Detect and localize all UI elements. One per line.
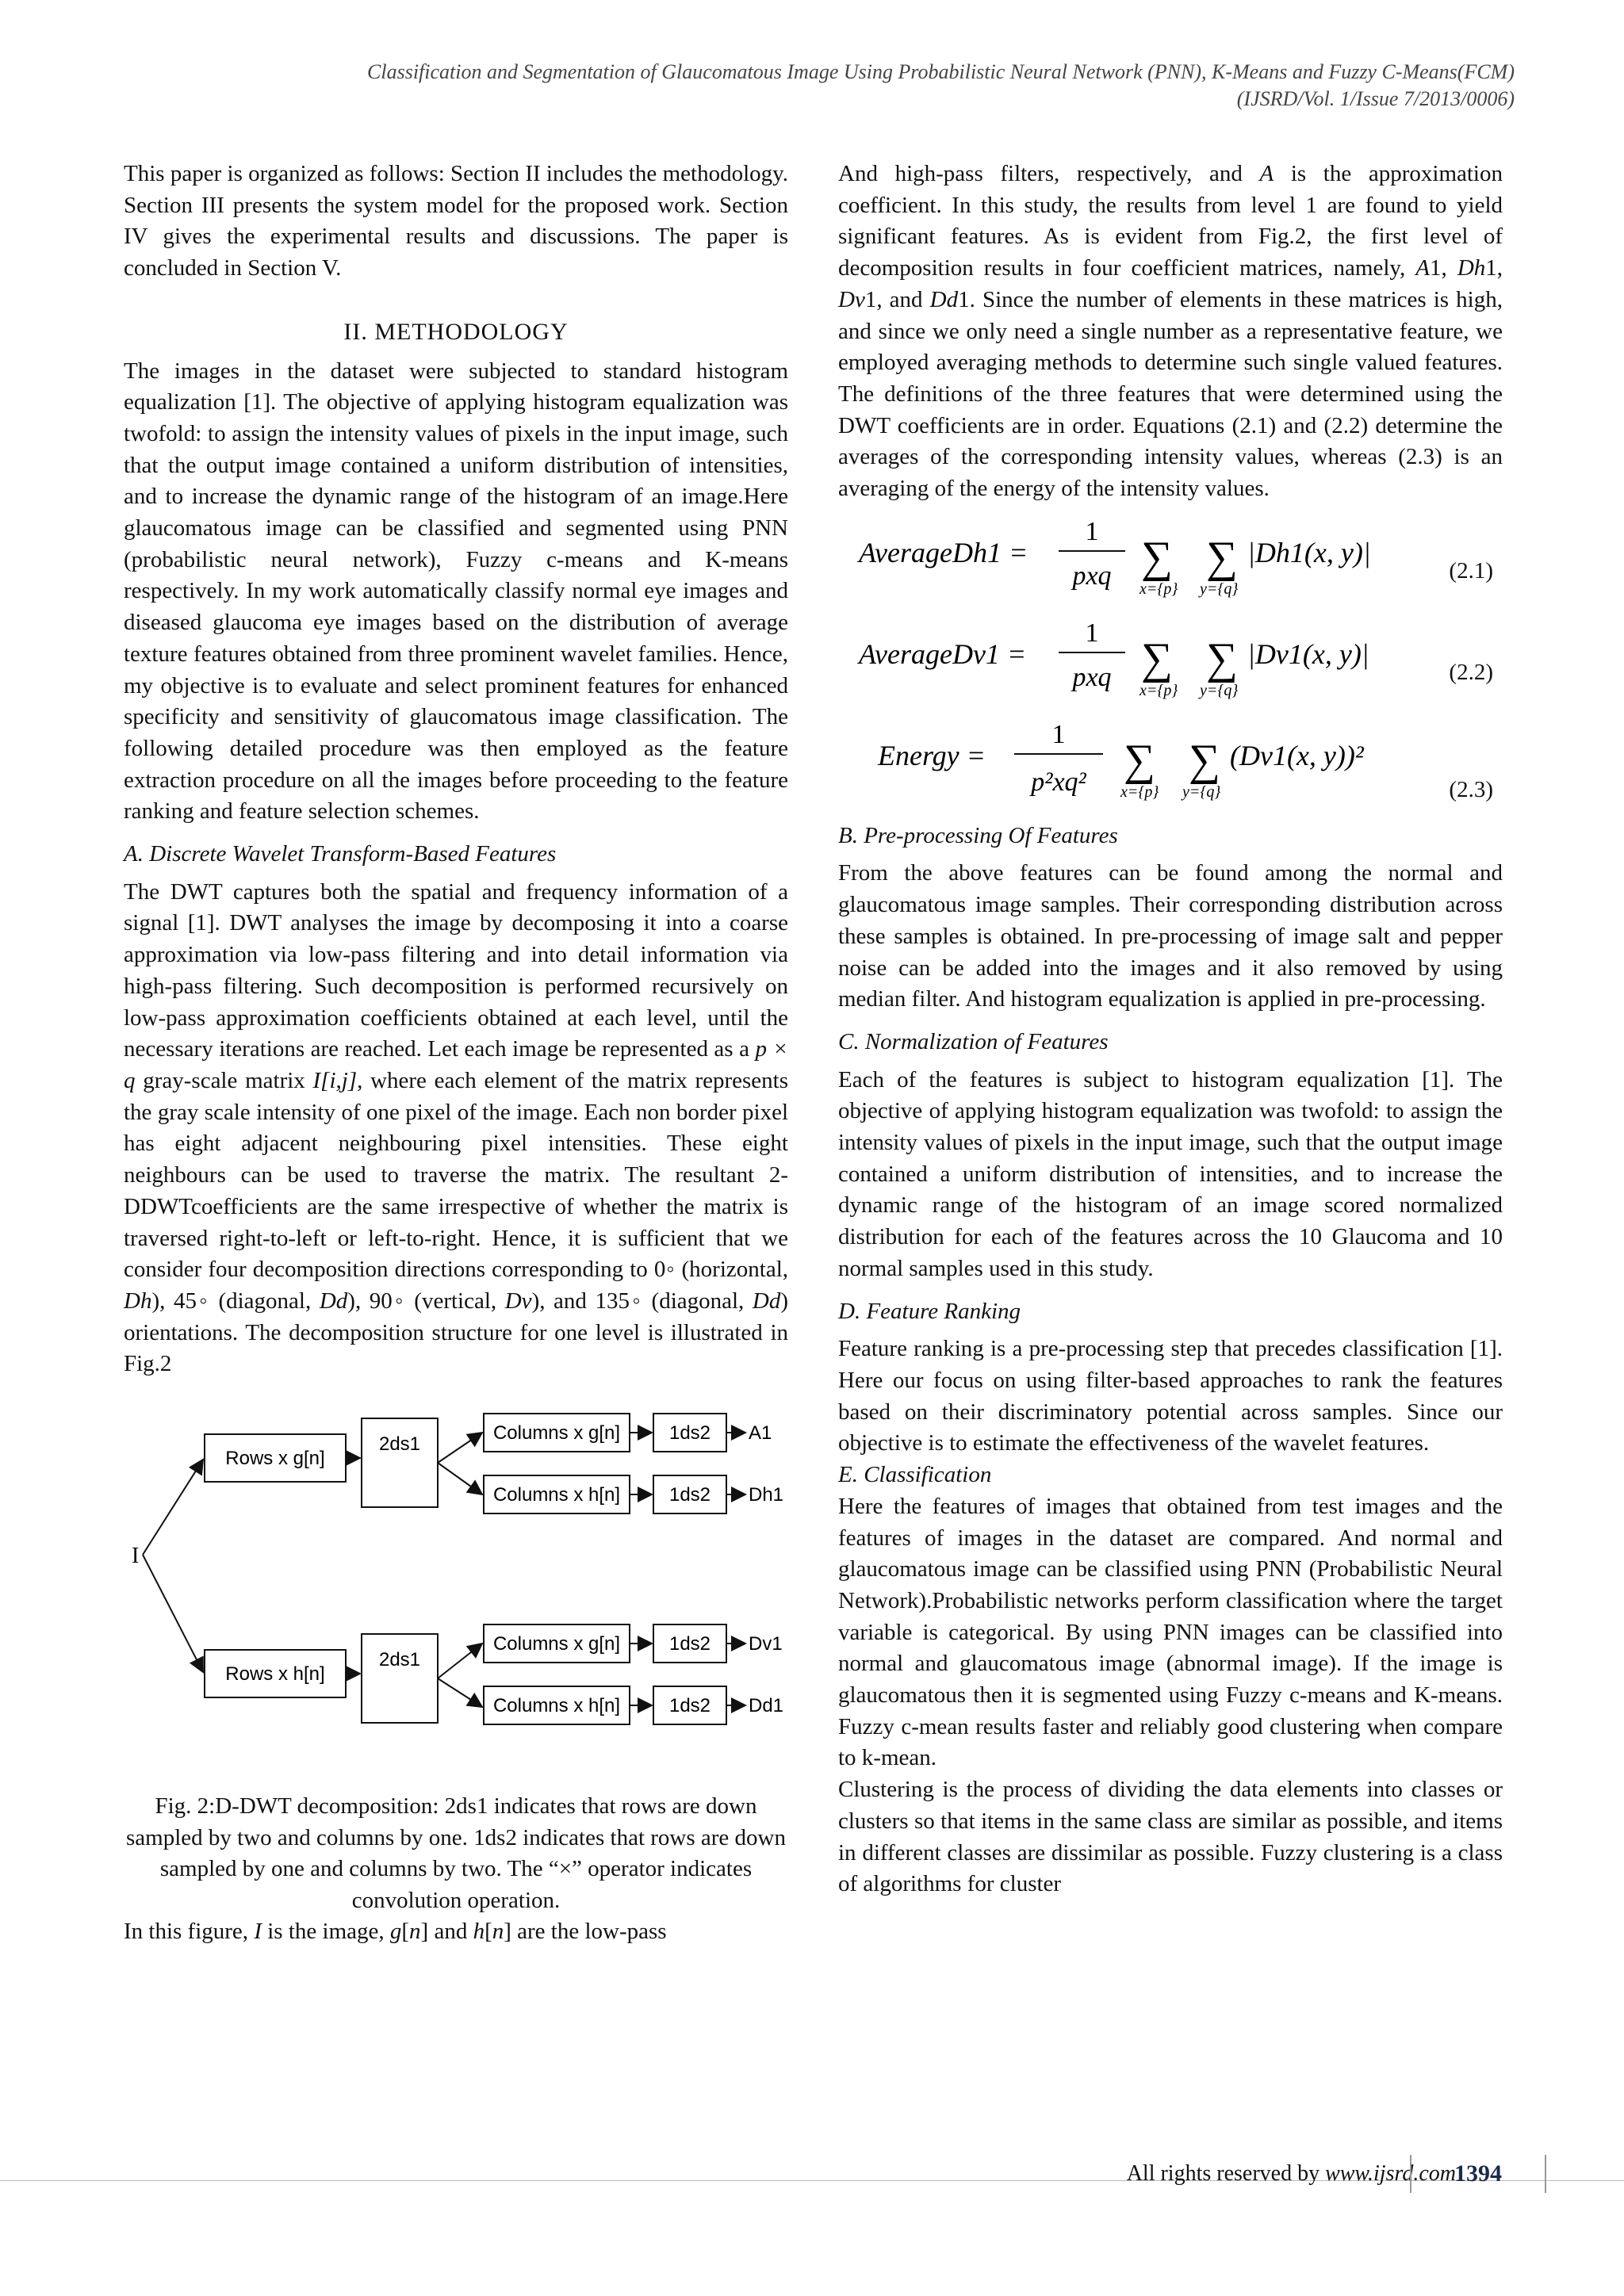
subsection-b-paragraph: From the above features can be found among the normal and glaucomatous image samples. Their corresponding distribution across these samples is obtained. In pre-processing of image salt and pepper noise can be added into the images and it also removed by using median filter. And histogram equalization is applied in pre-processing.: [838, 860, 1503, 1012]
math-run: h: [473, 1919, 485, 1945]
left-column: [124, 159, 788, 1948]
ds2-label-2: 1ds2: [668, 1484, 711, 1506]
footer-rights-text: All rights reserved by: [1126, 2161, 1326, 2186]
eq1-body: |Dh1(x, y)|: [1247, 536, 1371, 568]
section-methodology-title: II. METHODOLOGY: [343, 318, 569, 345]
subsection-e-paragraph: Here the features of images that obtained from test images and the features of images in the dataset are compared. And normal and glaucomatous image can be classified using PNN (Probabilistic Neural Network).Probabilistic networks perform classification where the target variable is categorical. By using PNN images can be classified into normal and glaucomatous image (abnormal image). If the image is glaucomatous then it is segmented using Fuzzy c-means and K-means. Fuzzy c-mean results faster and reliably good clustering when compare to k-mean.: [838, 1493, 1503, 1771]
math-run: n: [409, 1919, 421, 1945]
equation-2-3-svg: [838, 708, 1409, 809]
footer-rights: [1127, 2161, 1456, 2187]
eq2-label: (2.2): [1449, 659, 1493, 685]
col-label-3: Columns x g[n]: [492, 1633, 621, 1655]
math-run: Dv: [504, 1288, 532, 1314]
sum-symbol: ∑: [1206, 633, 1238, 683]
output-a1: A1: [749, 1422, 772, 1445]
eq1-lhs: AverageDh1 =: [859, 536, 1028, 568]
text-run: 1. Since the number of elements in these matrices is high, and since we only need a single number as a representative feature, we employed averaging methods to determine such single valued features. The definitions of the three features that were determined using the DWT coefficients are in order. Equations (2.1) and (2.2) determine the averages of the corresponding intensity values, whereas (2.3) is an averaging of the energy of the intensity values.: [838, 286, 1503, 502]
text-run: ), 45◦ (diagonal,: [151, 1288, 320, 1314]
subsection-a-title: A. Discrete Wavelet Transform-Based Features: [124, 841, 557, 867]
col-label-4: Columns x h[n]: [492, 1695, 621, 1717]
rows-g-label: Rows x g[n]: [225, 1448, 325, 1470]
text-run: ), 90◦ (vertical,: [347, 1288, 505, 1314]
math-run: Dd: [319, 1288, 348, 1314]
text-run: The DWT captures both the spatial and frequency information of a signal [1]. DWT analyses the image by decomposing it into a coarse approximation via low-pass filtering and into detail information via high-pass filtering. Such decomposition is performed recursively on low-pass approximation coefficients obtained at each level, until the necessary iterations are reached. Let each image be represented as a: [124, 878, 788, 1062]
math-run: Dv: [838, 286, 865, 312]
dwt-diagram: [124, 1412, 788, 1785]
equation-2-2-svg: [838, 607, 1409, 708]
text-run: 1,: [1485, 255, 1503, 281]
text-run: [: [401, 1919, 410, 1945]
header-title: Classification and Segmentation of Glaucomatous Image Using Probabilistic Neural Network (PNN), K-Means and Fuzzy C-Means(FCM): [367, 60, 1515, 83]
methodology-paragraph: The images in the dataset were subjected to standard histogram equalization [1]. The objective of applying histogram equalization was twofold: to assign the intensity values of pixels in the input image, such that the output image contained a uniform distribution of intensities, and to increase the dynamic range of the histogram of an image.Here glaucomatous image can be classified and segmented using PNN (probabilistic neural network), Fuzzy c-means and K-means respectively. In my work automatically classify normal eye images and diseased glaucoma eye images based on the distribution of average texture features obtained from three prominent wavelet families. Hence, my objective is to evaluate and select prominent features for enhanced specificity and sensitivity of glaucomatous image classification. The following detailed procedure was then employed as the feature extraction procedure on all the images before proceeding to the feature ranking and feature selection schemes.: [124, 358, 788, 825]
dwt-decomposition-figure: [124, 1412, 788, 1785]
math-run: I: [254, 1919, 262, 1945]
running-header: [119, 59, 1515, 113]
eq3-sum1: x={p}: [1120, 783, 1159, 801]
text-run: In this figure,: [124, 1919, 255, 1945]
text-run: ] are the low-pass: [504, 1919, 667, 1945]
clustering-paragraph: Clustering is the process of dividing the data elements into classes or clusters so that items in the same class are similar as possible, and items in different classes are dissimilar as possible. Fuzzy clustering is a class of algorithms for cluster: [838, 1777, 1503, 1897]
math-run: Dh: [1457, 255, 1486, 281]
eq2-sum2: y={q}: [1200, 681, 1239, 699]
math-run: Dh: [124, 1288, 152, 1314]
text-run: , where each element of the matrix represents the gray scale intensity of one pixel of the image. Each non border pixel has eight adjacent neighbouring pixel intensities. These eight neighbours can be used to traverse the matrix. The resultant 2-DDWTcoefficients are the same irrespective of whether the matrix is traversed right-to-left or left-to-right. Hence, it is sufficient that we consider four decomposition directions corresponding to 0◦ (horizontal,: [124, 1067, 789, 1283]
eq2-lhs: AverageDv1 =: [859, 637, 1027, 670]
text-run: is the image,: [261, 1919, 390, 1945]
eq1-num: 1: [1085, 516, 1099, 546]
ds1-top-box: [362, 1418, 438, 1507]
eq3-lhs: Energy =: [878, 739, 986, 771]
subsection-c-paragraph: Each of the features is subject to histogram equalization [1]. The objective of applying histogram equalization was twofold: to assign the intensity values of pixels in the input image, such that the output image contained a uniform distribution of intensities, and to increase the dynamic range of the histogram of an image scored normalized distribution for each of the features across the 10 Glaucoma and 10 normal samples used in this study.: [838, 1066, 1503, 1281]
math-run: Dd: [929, 286, 959, 312]
text-run: is the approximation coefficient. In this study, the results from level 1 are found to yield significant features. As is evident from Fig.2, the first level of decomposition results in four coefficient matrices, namely,: [838, 161, 1503, 281]
math-run: Dd: [752, 1288, 781, 1314]
text-run: 1,: [1430, 255, 1457, 281]
col-label-1: Columns x g[n]: [492, 1422, 621, 1445]
output-dh1: Dh1: [749, 1484, 784, 1506]
input-label: I: [132, 1544, 140, 1569]
intro-paragraph: This paper is organized as follows: Section II includes the methodology. Section III presents the system model for the proposed work. Section IV gives the experimental results and discussions. The paper is concluded in Section V.: [124, 161, 788, 281]
subsection-d-paragraph: Feature ranking is a pre-processing step that precedes classification [1]. Here our focus on using filter-based approaches to rank the features based on their discriminatory potential across samples. Since our objective is to estimate the effectiveness of the wavelet features.: [838, 1336, 1503, 1456]
eq1-sum1: x={p}: [1139, 580, 1178, 598]
math-run: A: [1259, 161, 1274, 186]
equation-2-3: [838, 708, 1503, 809]
eq3-den: p²xq²: [1031, 767, 1086, 797]
eq2-num: 1: [1085, 618, 1099, 648]
math-run: n: [492, 1919, 504, 1945]
page-number: 1394: [1410, 2155, 1546, 2193]
header-journal-ref: (IJSRD/Vol. 1/Issue 7/2013/0006): [1236, 87, 1515, 110]
rows-h-label: Rows x h[n]: [225, 1663, 325, 1686]
dwt-paragraph: [124, 877, 788, 1380]
eq1-label: (2.1): [1449, 557, 1493, 584]
sum-symbol: ∑: [1141, 633, 1173, 683]
eq2-body: |Dv1(x, y)|: [1247, 637, 1369, 670]
sum-symbol: ∑: [1141, 532, 1173, 582]
text-run: ), and 135◦ (diagonal,: [531, 1288, 753, 1314]
text-run: [: [485, 1919, 492, 1945]
output-dv1: Dv1: [749, 1633, 783, 1655]
text-run: ] and: [420, 1919, 473, 1945]
subsection-d-title: D. Feature Ranking: [838, 1298, 1021, 1324]
math-run: A: [1415, 255, 1431, 281]
equation-2-1-svg: [838, 505, 1409, 607]
eq2-sum1: x={p}: [1139, 681, 1178, 699]
subsection-b-title: B. Pre-processing Of Features: [838, 822, 1118, 848]
figure-caption: Fig. 2:D-DWT decomposition: 2ds1 indicates that rows are down sampled by two and columns by one. 1ds2 indicates that rows are down sampled by one and columns by two. The “×” operator indicates convolution operation.: [126, 1793, 786, 1913]
right-column: [838, 159, 1503, 1900]
subsection-e-title: E. Classification: [838, 1462, 992, 1488]
col-label-2: Columns x h[n]: [492, 1484, 621, 1506]
output-dd1: Dd1: [749, 1695, 784, 1717]
text-run: 1, and: [864, 286, 930, 312]
subsection-c-title: C. Normalization of Features: [838, 1028, 1109, 1054]
ds2-label-3: 1ds2: [668, 1633, 711, 1655]
equation-2-1: [838, 505, 1503, 607]
after-figure-paragraph: [124, 1916, 788, 1948]
text-run: gray-scale matrix: [135, 1067, 313, 1093]
ds2-label-1: 1ds2: [668, 1422, 711, 1445]
ds1-bottom-box: [362, 1634, 438, 1723]
math-run: I[i,j]: [312, 1067, 358, 1093]
ds2-label-4: 1ds2: [668, 1695, 711, 1717]
footer-site-link[interactable]: www.ijsrd.com: [1325, 2161, 1456, 2186]
eq3-body: (Dv1(x, y))²: [1230, 739, 1364, 771]
text-run: ) orientations. The decomposition structure for one level is illustrated in Fig.2: [124, 1288, 789, 1377]
text-run: And high-pass filters, respectively, and: [838, 161, 1260, 186]
eq1-sum2: y={q}: [1200, 580, 1239, 598]
equation-2-2: [838, 607, 1503, 708]
sum-symbol: ∑: [1189, 735, 1220, 785]
math-run: p × q: [124, 1036, 788, 1093]
eq3-label: (2.3): [1449, 776, 1493, 802]
ds1-top-label: 2ds1: [378, 1433, 421, 1456]
math-run: g: [389, 1919, 402, 1945]
eq3-sum2: y={q}: [1182, 783, 1221, 801]
eq3-num: 1: [1051, 719, 1066, 749]
sum-symbol: ∑: [1124, 735, 1155, 785]
sum-symbol: ∑: [1206, 532, 1238, 582]
eq1-den: pxq: [1072, 561, 1112, 591]
eq2-den: pxq: [1072, 662, 1112, 692]
continuation-paragraph: [838, 159, 1503, 505]
ds1-bottom-label: 2ds1: [378, 1649, 421, 1671]
